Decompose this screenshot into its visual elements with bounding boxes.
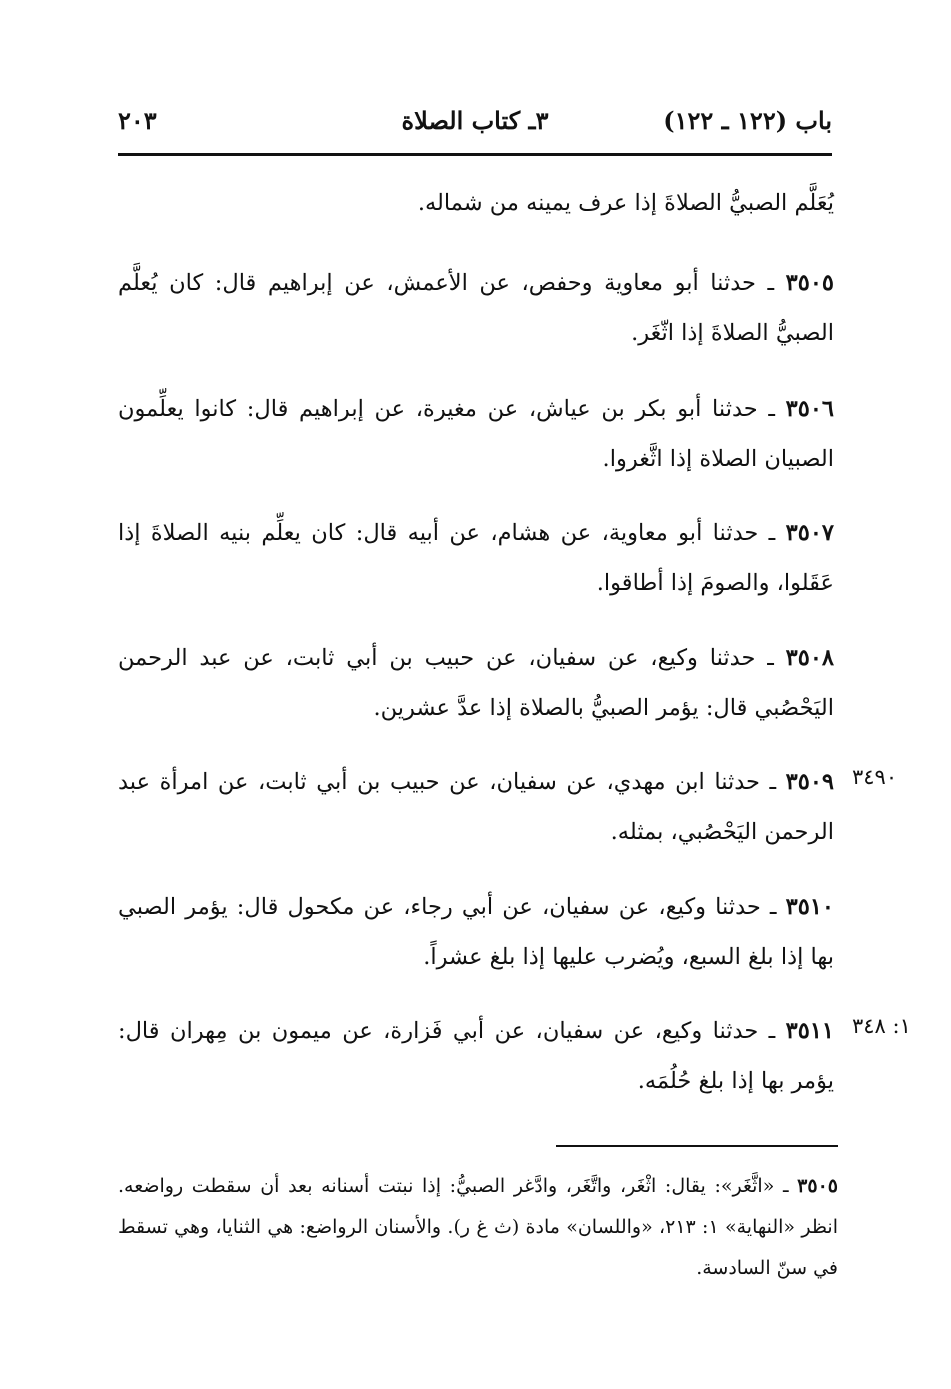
hadith-number: ٣٥٠٧ — [785, 520, 834, 546]
footnote-divider — [556, 1145, 838, 1147]
hadith-number: ٣٥٠٩ — [785, 769, 834, 795]
hadith-number: ٣٥٠٦ — [785, 396, 834, 422]
hadith-text: ـ حدثنا أبو بكر بن عياش، عن مغيرة، عن إبراهيم قال: كانوا يعلِّمون الصبيان الصلاة إذا اثَّغروا. — [118, 396, 834, 472]
hadith-entry — [118, 757, 834, 857]
intro-text: يُعَلَّم الصبيُّ الصلاةَ إذا عرف يمينه من شماله. — [417, 190, 834, 216]
hadith-number: ٣٥٠٥ — [785, 270, 834, 296]
footnote-text: ـ «اثَّغَر»: يقال: اثْغَر، واتَّغَر، وادَّغر الصبيُّ: إذا نبتت أسنانه بعد أن سقطت رواضعه. انظر «النهاية» ١: ٢١٣، «واللسان» مادة (ث غ ر). والأسنان الرواضع: هي الثنايا، وهي تسقط في سنّ السادسة. — [118, 1175, 838, 1279]
hadith-entry — [118, 882, 834, 982]
hadith-text: ـ حدثنا أبو معاوية، عن هشام، عن أبيه قال: كان يعلِّم بنيه الصلاةَ إذا عَقَلوا، والصومَ إذا أطاقوا. — [118, 520, 834, 596]
hadith-text: ـ حدثنا وكيع، عن سفيان، عن أبي رجاء، عن مكحول قال: يؤمر الصبي بها إذا بلغ السبع، ويُضرب عليها إذا بلغ عشراً. — [118, 894, 834, 970]
hadith-entry — [118, 258, 834, 358]
hadith-entry — [118, 384, 834, 484]
chapter-heading: باب (١٢٢ ـ ١٢٢) — [663, 106, 832, 135]
intro-paragraph — [118, 178, 834, 228]
margin-reference: ١: ٣٤٨ — [852, 1014, 911, 1038]
hadith-entry — [118, 633, 834, 733]
hadith-entry — [118, 1006, 834, 1106]
hadith-text: ـ حدثنا وكيع، عن سفيان، عن حبيب بن أبي ثابت، عن عبد الرحمن اليَحْصُبي قال: يؤمر الصبيُّ بالصلاة إذا عدَّ عشرين. — [118, 645, 834, 721]
hadith-text: ـ حدثنا أبو معاوية وحفص، عن الأعمش، عن إبراهيم قال: كان يُعلَّم الصبيُّ الصلاةَ إذا اثّغَر. — [118, 270, 834, 346]
hadith-text: ـ حدثنا ابن مهدي، عن سفيان، عن حبيب بن أبي ثابت، عن امرأة عبد الرحمن اليَحْصُبي، بمثله. — [118, 769, 834, 845]
header-divider — [118, 153, 832, 156]
hadith-entry — [118, 508, 834, 608]
margin-reference: ٣٤٩٠ — [852, 765, 898, 789]
hadith-number: ٣٥٠٨ — [785, 645, 834, 671]
footnote-number: ٣٥٠٥ — [797, 1175, 838, 1197]
page-header — [118, 106, 832, 150]
footnote — [118, 1166, 838, 1289]
hadith-text: ـ حدثنا وكيع، عن سفيان، عن أبي فَزارة، عن ميمون بن مِهران قال: يؤمر بها إذا بلغ حُلُمَه. — [118, 1018, 834, 1094]
page-number: ٢٠٣ — [118, 106, 157, 135]
book-title: ٣ـ كتاب الصلاة — [401, 106, 549, 135]
hadith-number: ٣٥١٠ — [785, 894, 834, 920]
hadith-number: ٣٥١١ — [785, 1018, 834, 1044]
